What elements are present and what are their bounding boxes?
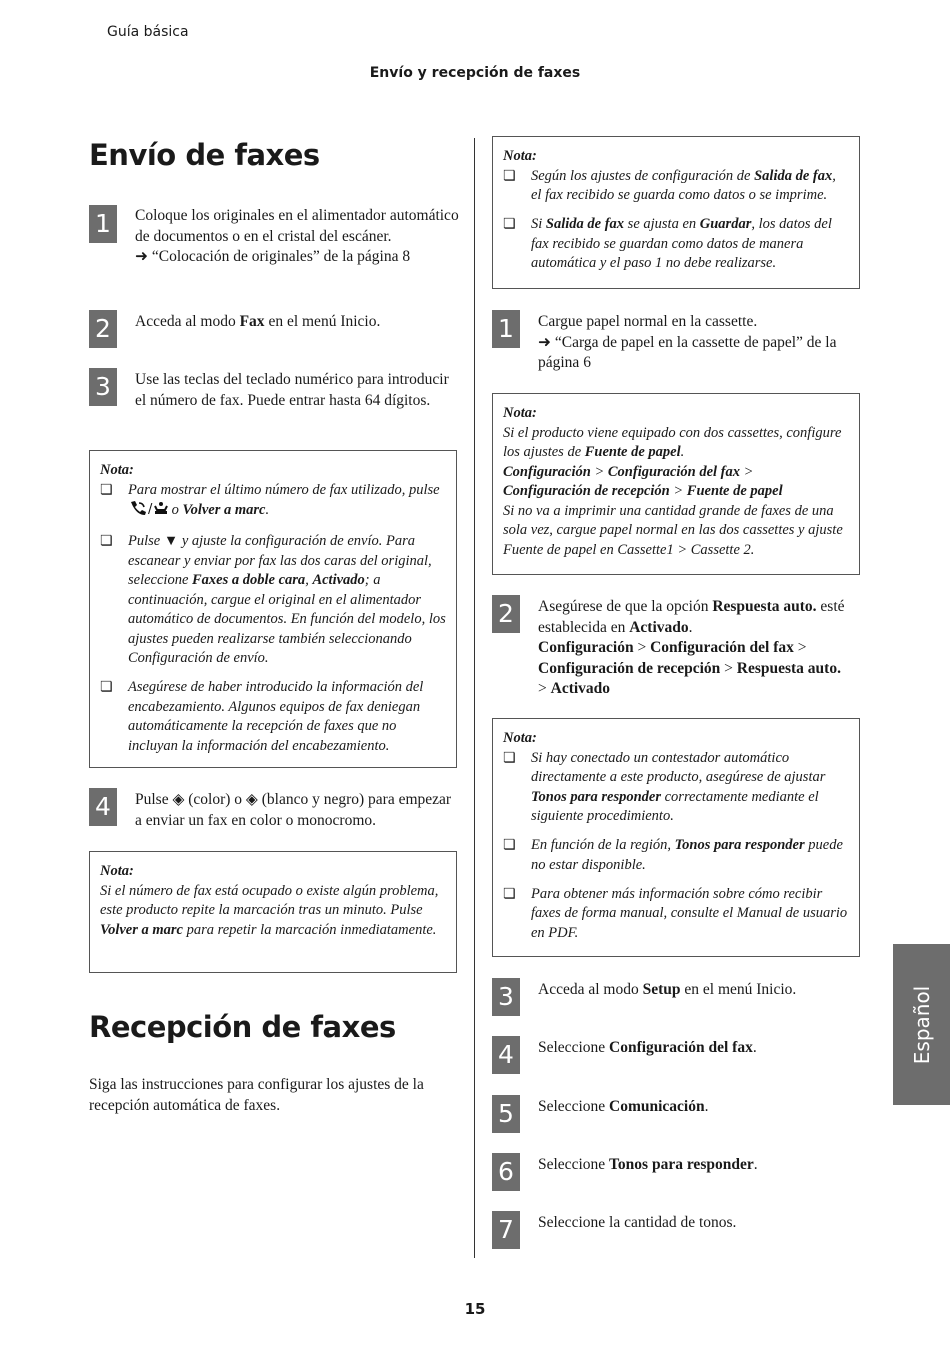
step-text: Acceda al modo Setup en el menú Inicio. xyxy=(538,981,797,998)
checkbox-bullet-icon: ❏ xyxy=(503,885,516,902)
step-text: Use las teclas del teclado numérico para introducir el número de fax. Puede entrar hasta 64 dígitos. xyxy=(135,371,449,409)
step-number: 7 xyxy=(492,1211,520,1249)
step-number: 4 xyxy=(89,788,117,826)
note-item: ❏ Pulse ▼ y ajuste la configuración de envío. Para escanear y enviar por fax las dos caras del original, seleccione Faxes a doble cara, Activado; a continuación, cargue el original en el alimentador automático de documentos. En función del modelo, los ajustes pueden realizarse también seleccionando Configuración de envío. xyxy=(100,533,446,666)
guide-title: Guía básica xyxy=(107,24,189,40)
checkbox-bullet-icon: ❏ xyxy=(100,481,113,498)
step-number: 5 xyxy=(492,1095,520,1133)
step-text: Asegúrese de que la opción Respuesta auto. esté establecida en Activado. Configuración > Configuración del fax > Configuración de recepción > Respuesta auto. > Activado xyxy=(538,598,845,697)
arrow-right-icon: ➜ xyxy=(135,248,148,265)
step-text: Seleccione la cantidad de tonos. xyxy=(538,1214,737,1231)
language-tab-label: Español xyxy=(909,985,934,1064)
checkbox-bullet-icon: ❏ xyxy=(503,749,516,766)
step-instruction: Coloque los originales en el alimentador automático de documentos o en el cristal del escáner. xyxy=(135,207,459,245)
note-title: Nota: xyxy=(100,462,134,478)
step-text: Cargue papel normal en la cassette. ➜ “Carga de papel en la cassette de papel” de la página 6 xyxy=(538,313,837,371)
receiving-intro: Siga las instrucciones para configurar los ajustes de la recepción automática de faxes. xyxy=(89,1076,424,1114)
step-text: Seleccione Tonos para responder. xyxy=(538,1156,758,1173)
step-number: 1 xyxy=(89,205,117,243)
note-box xyxy=(492,718,860,957)
column-divider xyxy=(474,138,475,1258)
note-item: ❏ Si Salida de fax se ajusta en Guardar, los datos del fax recibido se guardan como datos de manera automática y el paso 1 no debe realizarse. xyxy=(503,216,832,271)
note-item: ❏ Asegúrese de haber introducido la información del encabezamiento. Algunos equipos de fax deniegan automáticamente la recepción de faxes que no incluyan la información del encabezamiento. xyxy=(100,679,424,754)
down-triangle-icon: ▼ xyxy=(163,533,179,549)
step-number: 3 xyxy=(89,368,117,406)
step-text: Seleccione Comunicación. xyxy=(538,1098,709,1115)
checkbox-bullet-icon: ❏ xyxy=(100,679,113,695)
step-text xyxy=(135,206,460,268)
note-item: ❏ Si hay conectado un contestador automático directamente a este producto, asegúrese de ajustar Tonos para responder correctamente mediante el siguiente procedimiento. xyxy=(503,749,826,824)
page-reference-link[interactable]: “Colocación de originales” de la página 8 xyxy=(151,248,411,265)
page-number: 15 xyxy=(464,1300,486,1318)
redial-icon xyxy=(128,500,168,523)
note-title: Nota: xyxy=(503,148,537,164)
step-text: Pulse ◈ (color) o ◈ (blanco y negro) para empezar a enviar un fax en color o monocromo. xyxy=(135,791,452,829)
step-number: 2 xyxy=(89,310,117,348)
checkbox-bullet-icon: ❏ xyxy=(503,216,516,232)
note-item: ❏ Para obtener más información sobre cómo recibir faxes de forma manual, consulte el Manual de usuario en PDF. xyxy=(503,885,848,941)
note-title: Nota: xyxy=(503,730,537,746)
note-title: Nota: xyxy=(100,863,134,879)
language-tab[interactable] xyxy=(893,944,950,1105)
step-number: 3 xyxy=(492,978,520,1016)
step-number: 1 xyxy=(492,310,520,348)
menu-path: Configuración > Configuración del fax > Configuración de recepción > Fuente de papel xyxy=(503,463,783,499)
arrow-right-icon: ➜ xyxy=(538,333,551,351)
checkbox-bullet-icon: ❏ xyxy=(100,533,113,549)
checkbox-bullet-icon: ❏ xyxy=(503,167,516,184)
note-item: ❏ Según los ajustes de configuración de Salida de fax, el fax recibido se guarda como datos o se imprime. xyxy=(503,167,836,203)
note-box xyxy=(89,851,457,973)
note-box xyxy=(89,450,457,768)
step-text: Seleccione Configuración del fax. xyxy=(538,1039,757,1056)
step-number: 4 xyxy=(492,1036,520,1074)
receiving-title: Recepción de faxes xyxy=(89,1010,396,1044)
note-box xyxy=(492,393,860,575)
page-reference-link[interactable]: “Carga de papel en la cassette de papel” de la página 6 xyxy=(538,333,837,371)
svg-text:/: / xyxy=(148,502,153,516)
note-item: ❏ En función de la región, Tonos para responder puede no estar disponible. xyxy=(503,837,843,873)
section-header: Envío y recepción de faxes xyxy=(369,65,581,81)
sending-title: Envío de faxes xyxy=(89,138,320,172)
note-title: Nota: xyxy=(503,405,537,421)
note-box xyxy=(492,136,860,289)
note-item: ❏ Para mostrar el último número de fax utilizado, pulse / o Volver a marc. xyxy=(100,481,446,523)
note-text: Si el número de fax está ocupado o existe algún problema, este producto repite la marcación tras un minuto. Pulse Volver a marc para repetir la marcación inmediatamente. xyxy=(100,882,439,938)
note-text: Si el producto viene equipado con dos cassettes, configure los ajustes de Fuente de papel. xyxy=(503,424,842,460)
checkbox-bullet-icon: ❏ xyxy=(503,837,516,853)
note-text: Si no va a imprimir una cantidad grande de faxes de una sola vez, cargue papel normal en las dos cassettes y ajuste Fuente de papel en Cassette1 > Cassette 2. xyxy=(503,502,843,558)
step-text: Acceda al modo Fax en el menú Inicio. xyxy=(135,313,381,330)
step-number: 2 xyxy=(492,595,520,633)
step-number: 6 xyxy=(492,1153,520,1191)
